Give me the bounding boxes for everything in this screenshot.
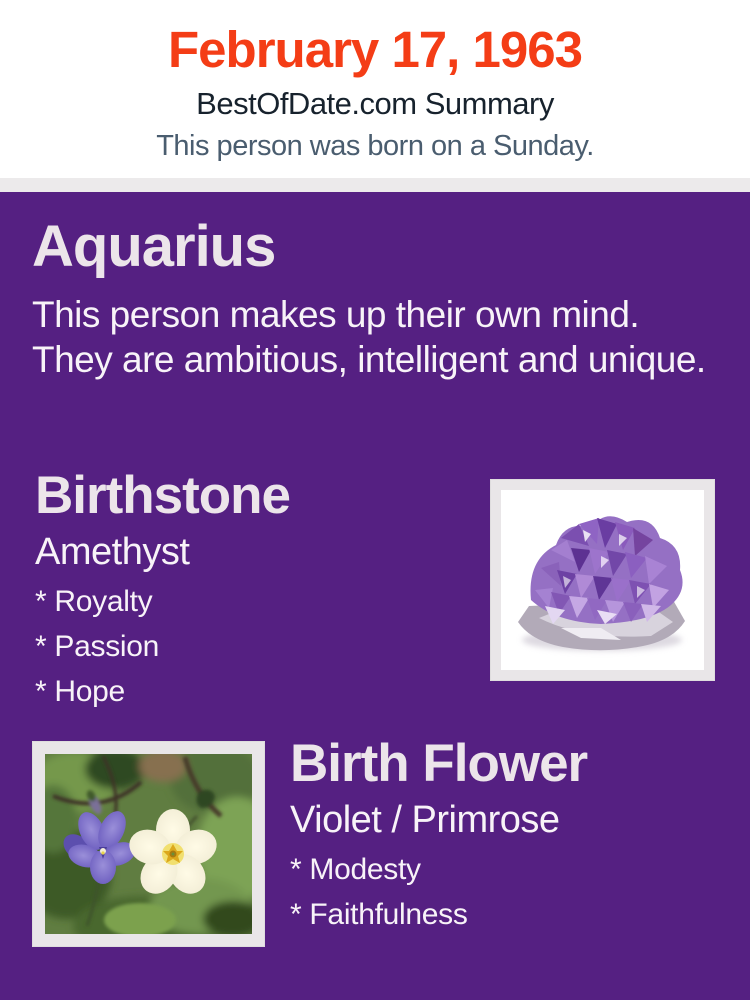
birth-flower-name: Violet / Primrose <box>290 799 560 841</box>
site-summary-subtitle: BestOfDate.com Summary <box>196 86 554 121</box>
divider-bar <box>0 178 750 192</box>
birthstone-trait: * Hope <box>35 675 125 708</box>
birthstone-section <box>35 466 290 721</box>
birth-flower-heading: Birth Flower <box>290 734 588 793</box>
amethyst-crystal-illustration <box>501 490 704 670</box>
birth-flower-section <box>290 734 587 944</box>
amethyst-photo <box>490 479 715 681</box>
zodiac-sign-heading: Aquarius <box>32 214 276 279</box>
main-panel <box>0 192 750 1000</box>
birthstone-name: Amethyst <box>35 531 190 573</box>
birthstone-trait: * Royalty <box>35 585 153 618</box>
birth-flower-trait: * Modesty <box>290 853 421 886</box>
birthstone-traits-list <box>35 586 290 707</box>
violet-primrose-illustration <box>45 754 252 934</box>
zodiac-description: This person makes up their own mind. They are ambitious, intelligent and unique. <box>32 294 706 380</box>
violet-primrose-photo-image <box>45 754 252 934</box>
violet-primrose-photo <box>32 741 265 947</box>
birth-flower-trait: * Faithfulness <box>290 898 468 931</box>
birth-flower-traits-list <box>290 854 587 930</box>
born-day-line: This person was born on a Sunday. <box>156 130 594 162</box>
birthstone-heading: Birthstone <box>35 466 290 525</box>
header <box>0 0 750 178</box>
page-title-date: February 17, 1963 <box>168 21 582 78</box>
birthstone-trait: * Passion <box>35 630 160 663</box>
amethyst-photo-image <box>501 490 704 670</box>
